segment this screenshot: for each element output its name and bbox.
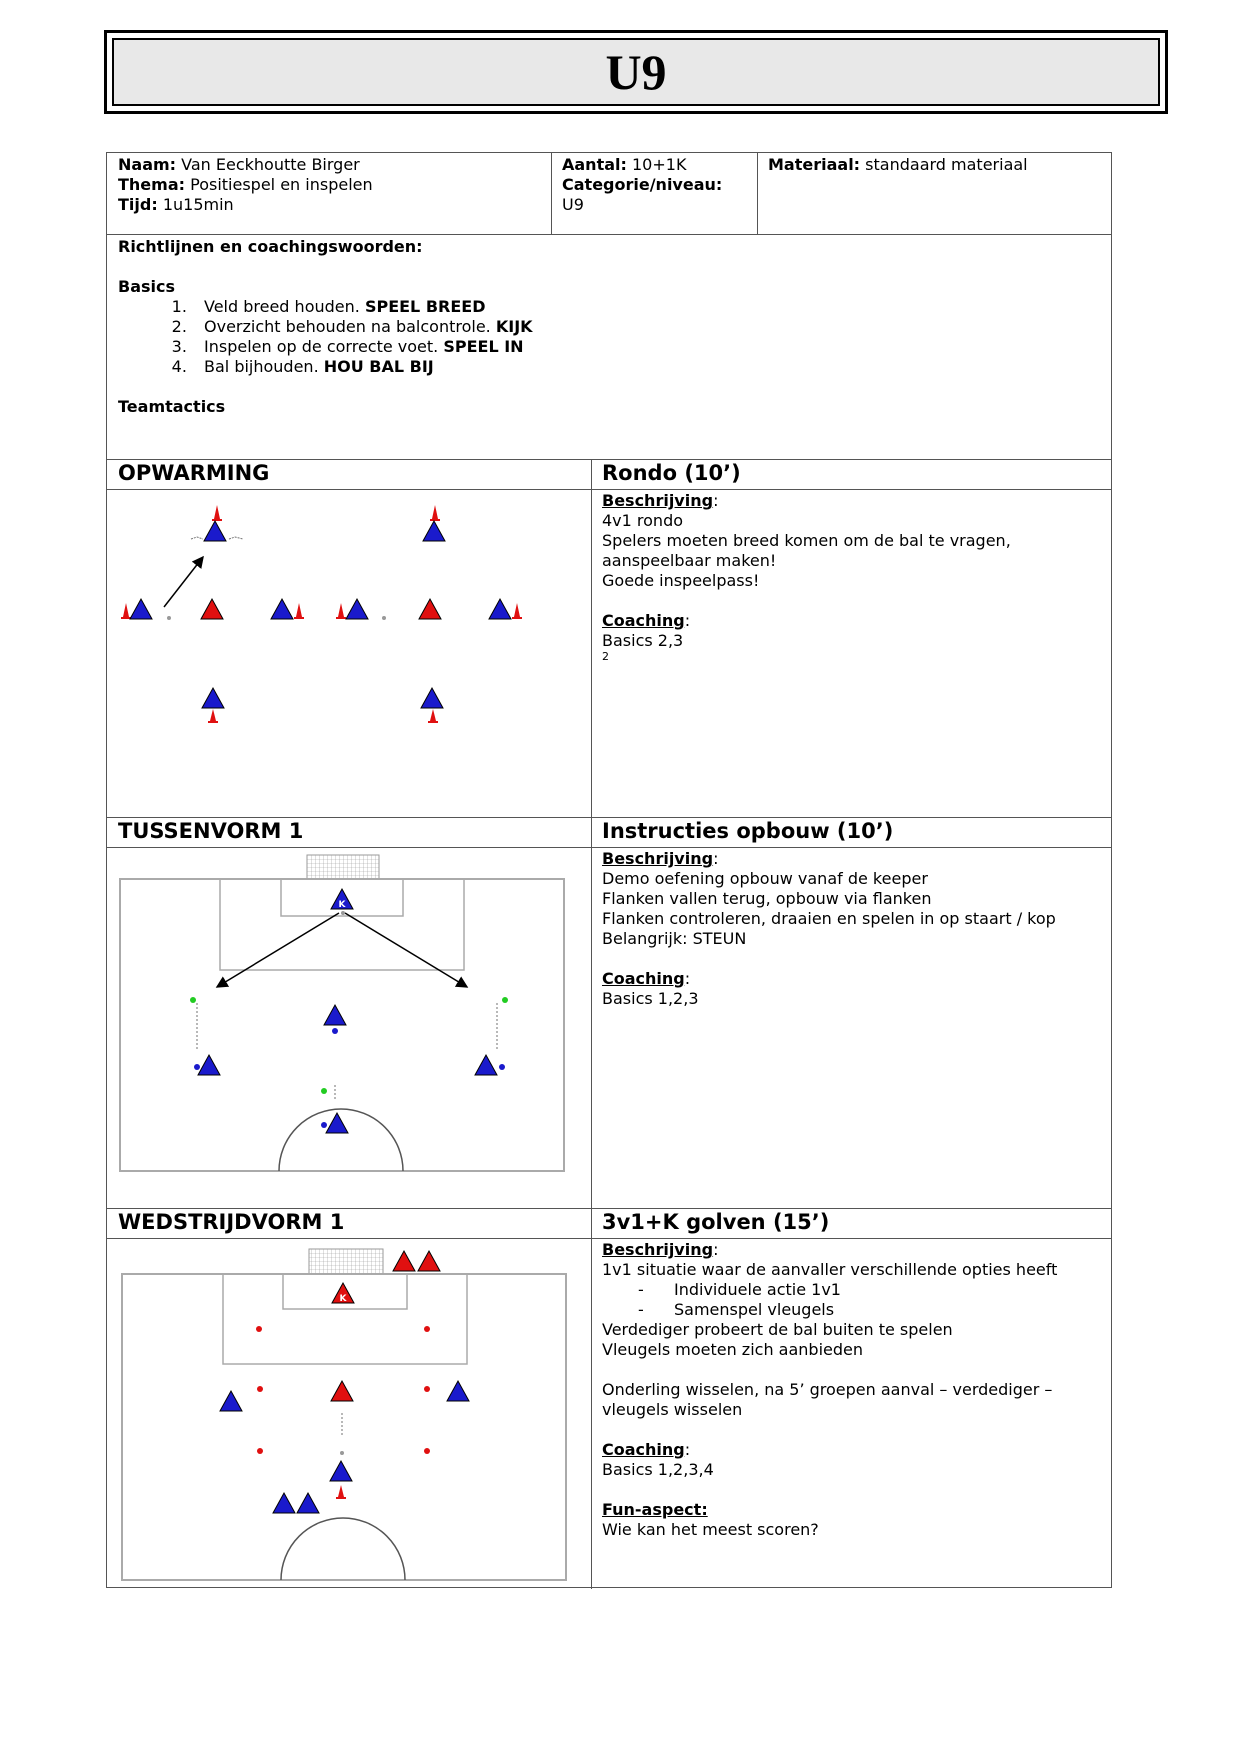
coaching-value: Basics 1,2,3,4 [602,1460,714,1479]
desc-line: Flanken vallen terug, opbouw via flanken [602,889,932,908]
info-cell-aantal [562,155,722,215]
value: U9 [562,195,584,214]
player-icon [418,1251,440,1271]
player-icon [273,1493,295,1513]
value: Positiespel en inspelen [190,175,373,194]
info-cell-name [118,155,373,215]
ball-icon [194,1064,200,1070]
coaching-label: Coaching [602,1440,685,1459]
motion-icon [229,537,243,539]
desc-line: Demo oefening opbouw vanaf de keeper [602,869,928,888]
goal-icon [307,855,379,879]
list-item: 4. Bal bijhouden. HOU BAL BIJ [192,357,1018,377]
center-circle [279,1109,403,1171]
divider [107,234,1111,235]
divider [107,1238,1111,1239]
ball-icon [340,1451,344,1455]
title-inner [112,38,1160,106]
desc-line: 1v1 situatie waar de aanvaller verschillende opties heeft [602,1260,1058,1279]
list-item: - Samenspel vleugels [638,1300,1102,1320]
cone-icon [512,603,522,619]
section-2-description: Beschrijving: Demo oefening opbouw vanaf de keeper Flanken vallen terug, opbouw via flanken Flanken controleren, draaien en spelen in op staart / kop Belangrijk: STEUN Coaching: Basics 1,2,3 [602,849,1056,1008]
keeper-icon [332,1283,354,1304]
label: Tijd: [118,195,158,214]
player-icon [202,688,224,708]
cone-icon [430,505,440,521]
player-icon [271,599,293,619]
pass-arrow [345,913,467,987]
divider [107,489,1111,490]
section-title-instructies: Instructies opbouw (10’) [602,819,894,843]
player-icon [419,599,441,619]
field-outline [122,1274,566,1580]
list-item: 2. Overzicht behouden na balcontrole. KIJK [192,317,1018,337]
player-icon [421,688,443,708]
cone-icon [336,1485,346,1499]
cone-icon [294,603,304,619]
player-icon [198,1055,220,1075]
value: Van Eeckhoutte Birger [181,155,360,174]
section-label-wedstrijdvorm: WEDSTRIJDVORM 1 [118,1210,345,1234]
info-cell-materiaal [768,155,1028,175]
desc-line: Belangrijk: STEUN [602,929,747,948]
motion-icon [191,537,203,539]
desc-line: vleugels wisselen [602,1400,743,1419]
divider [551,153,552,234]
basics-list [118,297,1018,377]
divider [107,847,1111,848]
ball-icon [321,1088,327,1094]
desc-line: Vleugels moeten zich aanbieden [602,1340,864,1359]
desc-line: aanspeelbaar maken! [602,551,777,570]
list-item: 1. Veld breed houden. SPEEL BREED [192,297,1018,317]
player-icon [447,1381,469,1401]
section-3-description: Beschrijving: 1v1 situatie waar de aanvaller verschillende opties heeft - Individuele actie 1v1 - Samenspel vleugels Verdediger probeert de bal buiten te spelen Vleugels moeten zich aanbieden Onderling wisselen, na 5’ groepen aanval – verdediger – vleugels wisselen Coaching: Basics 1,2,3,4 Fun-aspect: Wie kan het meest scoren? [602,1240,1102,1540]
marker-icon [424,1326,430,1332]
player-icon [201,599,223,619]
ball-icon [332,1028,338,1034]
coaching-value: Basics 1,2,3 [602,989,699,1008]
label: Categorie/niveau: [562,175,723,194]
player-icon [475,1055,497,1075]
basics-heading: Basics [118,277,176,296]
marker-icon [256,1326,262,1332]
cone-icon [212,505,222,521]
ball-icon [190,997,196,1003]
player-icon [330,1461,352,1481]
ball-icon [167,616,171,620]
ball-icon [341,911,345,915]
player-icon [393,1251,415,1271]
training-sheet [106,152,1112,1588]
goal-icon [309,1249,383,1274]
value: 1u15min [162,195,234,214]
marker-icon [257,1448,263,1454]
title-box [104,30,1168,114]
cone-icon [208,709,218,723]
section-1-description: Beschrijving: 4v1 rondo Spelers moeten breed komen om de bal te vragen, aanspeelbaar maken! Goede inspeelpass! Coaching: Basics 2,3 2 [602,491,1011,663]
ball-icon [321,1122,327,1128]
section-title-golven: 3v1+K golven (15’) [602,1210,830,1234]
section-title-rondo: Rondo (10’) [602,461,741,485]
guidelines-heading: Richtlijnen en coachingswoorden: [118,237,423,256]
ball-icon [499,1064,505,1070]
player-icon [326,1113,348,1133]
label: Aantal: [562,155,627,174]
player-icon [423,521,445,541]
keeper-icon [331,889,353,910]
coaching-label: Coaching [602,611,685,630]
rondo-diagram [119,497,589,797]
fun-value: Wie kan het meest scoren? [602,1520,819,1539]
pass-arrow [164,557,203,607]
cone-icon [336,603,346,619]
cone-icon [121,603,131,619]
desc-line: Verdediger probeert de bal buiten te spelen [602,1320,953,1339]
label: Thema: [118,175,186,194]
marker-icon [424,1386,430,1392]
player-icon [204,521,226,541]
page-title: U9 [605,44,667,100]
desc-line: 4v1 rondo [602,511,684,530]
desc-line: Goede inspeelpass! [602,571,760,590]
marker-icon [257,1386,263,1392]
cone-icon [428,709,438,723]
pass-arrow [217,913,339,987]
desc-line: Onderling wisselen, na 5’ groepen aanval – verdediger – [602,1380,1053,1399]
description-label: Beschrijving [602,849,714,868]
value: 10+1K [632,155,687,174]
list-item: - Individuele actie 1v1 [638,1280,1102,1300]
divider [757,153,758,234]
footnote: 2 [602,650,609,663]
desc-line: Spelers moeten breed komen om de bal te vragen, [602,531,1011,550]
ball-icon [382,616,386,620]
label: Materiaal: [768,155,861,174]
player-icon [130,599,152,619]
keeper-letter: K [339,1294,347,1304]
coaching-label: Coaching [602,969,685,988]
desc-line: Flanken controleren, draaien en spelen in op staart / kop [602,909,1056,928]
section-label-opwarming: OPWARMING [118,461,270,485]
guidelines [118,237,1018,417]
description-label: Beschrijving [602,491,714,510]
value: standaard materiaal [865,155,1028,174]
golven-diagram [119,1241,571,1585]
player-icon [220,1391,242,1411]
section-label-tussenvorm: TUSSENVORM 1 [118,819,304,843]
keeper-letter: K [338,900,346,910]
marker-icon [424,1448,430,1454]
list-item: 3. Inspelen op de correcte voet. SPEEL IN [192,337,1018,357]
ball-icon [502,997,508,1003]
player-icon [331,1381,353,1401]
label: Naam: [118,155,177,174]
player-icon [297,1493,319,1513]
player-icon [324,1005,346,1025]
player-icon [489,599,511,619]
player-icon [346,599,368,619]
fun-label: Fun-aspect: [602,1500,708,1519]
coaching-value: Basics 2,3 [602,631,684,650]
description-label: Beschrijving [602,1240,714,1259]
center-circle [281,1518,405,1580]
divider [591,459,592,1589]
options-list [602,1280,1102,1320]
teamtactics-heading: Teamtactics [118,397,226,416]
opbouw-diagram [119,851,571,1173]
